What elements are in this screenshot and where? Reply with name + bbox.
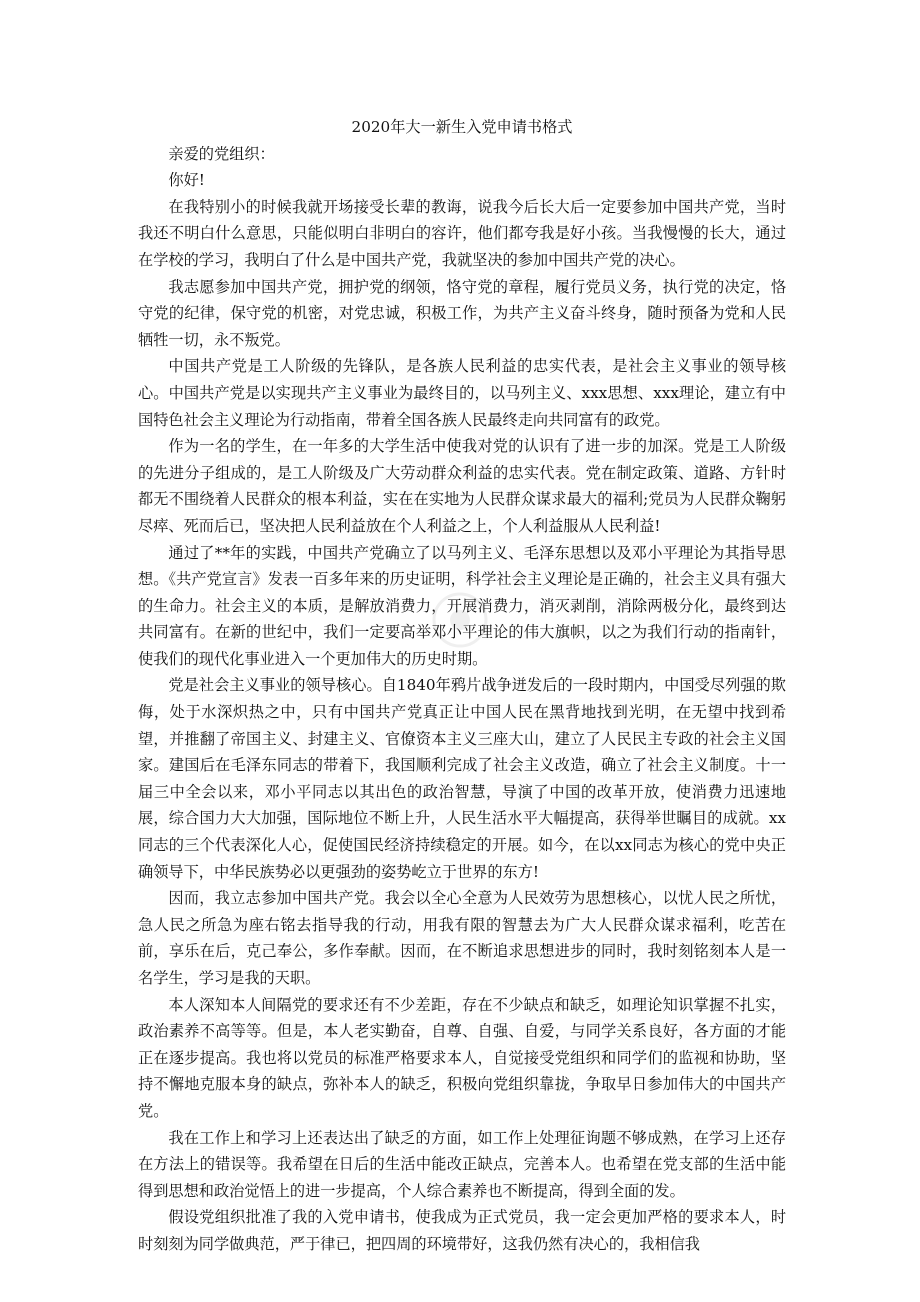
paragraph: 我在工作上和学习上还表达出了缺乏的方面，如工作上处理征询题不够成熟，在学习上还存在方法上的错误等。我希望在日后的生活中能改正缺点，完善本人。也希望在党支部的生活中能得到思想和政治觉悟上的进一步提高，个人综合素养也不断提高，得到全面的发。 bbox=[138, 1128, 786, 1200]
document-body bbox=[138, 114, 786, 1258]
paragraph: 中国共产党是工人阶级的先锋队，是各族人民利益的忠实代表，是社会主义事业的领导核心。中国共产党是以实现共产主义事业为最终目的，以马列主义、xxx思想、xxx理论，建立有中国特色社会主义理论为行动指南，带着全国各族人民最终走向共同富有的政党。 bbox=[138, 357, 786, 429]
greeting: 你好! bbox=[168, 171, 205, 190]
paragraph: 假设党组织批准了我的入党申请书，使我成为正式党员，我一定会更加严格的要求本人，时时刻刻为同学做典范，严于律已，把四周的环境带好，这我仍然有决心的，我相信我 bbox=[138, 1208, 786, 1253]
paragraph: 在我特别小的时候我就开场接受长辈的教诲，说我今后长大后一定要参加中国共产党，当时我还不明白什么意思，只能似明白非明白的容许，他们都夸我是好小孩。当我慢慢的长大，通过在学校的学习，我明白了什么是中国共产党，我就坚决的参加中国共产党的决心。 bbox=[138, 197, 786, 269]
document-title: 2020年大一新生入党申请书格式 bbox=[351, 118, 573, 136]
paragraph: 通过了**年的实践，中国共产党确立了以马列主义、毛泽东思想以及邓小平理论为其指导思想。《共产党宣言》发表一百多年来的历史证明，科学社会主义理论是正确的，社会主义具有强大的生命力。社会主义的本质，是解放消费力，开展消费力，消灭剥削，消除两极分化，最终到达共同富有。在新的世纪中，我们一定要高举邓小平理论的伟大旗帜，以之为我们行动的指南针，使我们的现代化事业进入一个更加伟大的历史时期。 bbox=[138, 543, 786, 668]
salutation: 亲爱的党组织： bbox=[168, 144, 275, 163]
paragraph: 因而，我立志参加中国共产党。我会以全心全意为人民效劳为思想核心，以忧人民之所忧，急人民之所急为座右铭去指导我的行动，用我有限的智慧去为广大人民群众谋求福利，吃苦在前，享乐在后，克己奉公，多作奉献。因而，在不断追求思想进步的同时，我时刻铭刻本人是一名学生，学习是我的天职。 bbox=[138, 889, 786, 987]
paragraph: 作为一名的学生，在一年多的大学生活中使我对党的认识有了进一步的加深。党是工人阶级的先进分子组成的，是工人阶级及广大劳动群众利益的忠实代表。党在制定政策、道路、方针时都无不围绕着人民群众的根本利益，实在在实地为人民群众谋求最大的福利;党员为人民群众鞠躬尽瘁、死而后已，坚决把人民利益放在个人利益之上，个人利益服从人民利益! bbox=[138, 437, 786, 535]
paragraph: 本人深知本人间隔党的要求还有不少差距，存在不少缺点和缺乏，如理论知识掌握不扎实，政治素养不高等等。但是，本人老实勤奋，自尊、自强、自爱，与同学关系良好，各方面的才能正在逐步提高。我也将以党员的标准严格要求本人，自觉接受党组织和同学们的监视和协助，坚持不懈地克服本身的缺点，弥补本人的缺乏，积极向党组织靠拢，争取早日参加伟大的中国共产党。 bbox=[138, 995, 786, 1120]
paragraph: 我志愿参加中国共产党，拥护党的纲领，恪守党的章程，履行党员义务，执行党的决定，恪守党的纪律，保守党的机密，对党忠诚，积极工作，为共产主义奋斗终身，随时预备为党和人民牺牲一切，永不叛党。 bbox=[138, 277, 786, 349]
paragraph: 党是社会主义事业的领导核心。自1840年鸦片战争迸发后的一段时期内，中国受尽列强的欺侮，处于水深炽热之中，只有中国共产党真正让中国人民在黑背地找到光明，在无望中找到希望，并推翻了帝国主义、封建主义、官僚资本主义三座大山，建立了人民民主专政的社会主义国家。建国后在毛泽东同志的带着下，我国顺利完成了社会主义改造，确立了社会主义制度。十一届三中全会以来，邓小平同志以其出色的政治智慧，导演了中国的改革开放，使消费力迅速地展，综合国力大大加强，国际地位不断上升，人民生活水平大幅提高，获得举世瞩目的成就。xx同志的三个代表深化人心，促使国民经济持续稳定的开展。如今，在以xx同志为核心的党中央正确领导下，中华民族势必以更强劲的姿势屹立于世界的东方! bbox=[138, 676, 786, 881]
